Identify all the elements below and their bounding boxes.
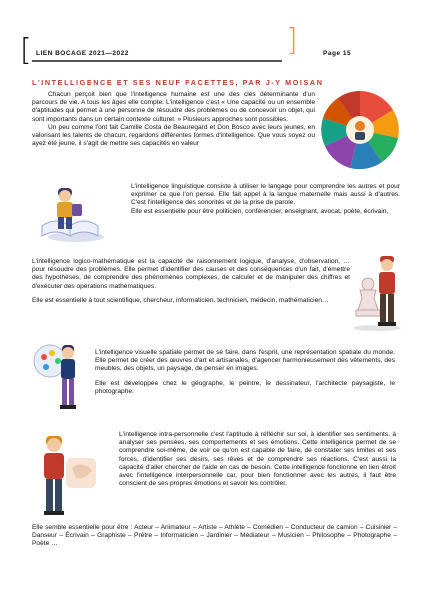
linguistique-paragraph-1: L'intelligence linguistique consiste à utiliser le langage pour comprendre les autres et pour exprimer ce que l'on pense. Elle fait appel à la langue maternelle mais aussi à d'autres. C'est l'intelligence des sonorités et de la prise de parole. xyxy=(131,183,400,207)
intra-text xyxy=(119,431,396,488)
header-journal-name: LIEN BOCAGE 2021—2022 xyxy=(36,50,129,57)
intro-text xyxy=(32,91,315,148)
chess-player-figure xyxy=(350,250,405,332)
linguistique-paragraph-2: Elle est essentielle pour être politicien, conférencier, enseignant, avocat, poète, écrivain, xyxy=(131,207,389,215)
logico-text xyxy=(32,258,350,305)
intra-paragraph-1: L'intelligence intra-personnelle c'est l'aptitude à réfléchir sur soi, à identifier ses sentiments, à analyser ses pensées, ses comportements et ses émotions. Cette intelligence permet de se comprendre soi-même, de voir ce qu'on est capable de faire, de constater ses limites et ses forces, d'identifier ses désirs, ses rêves et de comprendre ses réactions. C'est aussi la capacité d'aller chercher de l'aide en cas de besoin. Cette intelligence fonctionne en lien étroit avec l'intelligence interpersonnelle car, pour bien fonctionner avec les autres, il faut être conscient de ses propres émotions et savoir les contrôler. xyxy=(119,431,396,488)
header-rule xyxy=(32,60,282,62)
header-right-bracket: ] xyxy=(286,23,298,58)
intra-paragraph-2: Elle semble essentielle pour être : Acteur – Animateur – Artiste – Athlète – Comédien – Conducteur de camion – Cuisinier – Danseur – Écrivain – Graphiste – Prêtre – Informaticien – Jardinier – Médiateur – Musicien – Philosophe – Photographe – Poète … xyxy=(32,524,397,548)
header-left-bracket: [ xyxy=(20,33,32,68)
thinking-person-figure xyxy=(28,428,108,523)
reading-student-figure xyxy=(36,182,106,244)
intro-paragraph-1: Chacun perçoit bien que l'intelligence humaine est une des clés déterminante d'un parcours de vie. A tous les âges elle compte. L'intelligence c'est « Une capacité ou un ensemble d'aptitudes qui permet à une personne de résoudre des problèmes ou de concevoir un objet, qui sont importants dans un certain contexte culturel. » Plusieurs approches sont possibles. xyxy=(32,91,315,123)
visuelle-text xyxy=(95,349,395,396)
painter-figure xyxy=(28,339,88,414)
visuelle-paragraph-2: Elle est développée chez le géographe, le peintre, le dessinateur, l'architecte paysagiste, le photographe. xyxy=(95,379,395,395)
intro-paragraph-2: Un peu comme l'ont fait Camille Costa de Beauregard et Don Bosco avec leurs jeunes, en valorisant les talents de chacun, regardons différentes formes d'intelligence. Que vous soyez ou ayez été jeune, il s'agit de mettre ses capacités en valeur xyxy=(32,123,315,148)
logico-paragraph-2: Elle est essentielle à tout scientifique, chercheur, informaticien, technicien, médecin, mathématicien… xyxy=(32,296,329,304)
page-number: Page 15 xyxy=(323,50,352,57)
logico-paragraph-1: L'intelligence logico-mathématique est la capacité de raisonnement logique, d'analyse, d'observation, … pour résoudre des problèmes. Elle permet d'identifier des causes et des conséquences d'un fait, d'émettre des hypothèses, de comprendre des phénomènes complexes, de calculer et de manipuler des chiffres et d'exécuter des opérations mathématiques. xyxy=(32,258,350,290)
intelligences-collage-circle xyxy=(320,90,400,170)
intra-professions-text xyxy=(32,524,397,549)
linguistique-text xyxy=(131,183,400,216)
visuelle-paragraph-1: L'intelligence visuelle spatiale permet de se faire, dans l'esprit, une représentation spatiale du monde. Elle permet de créer des œuvres d'art et artisanales, d'agencer harmonieusement des vêtements, des meubles, des objets, un paysage, de penser en images. xyxy=(95,349,395,373)
article-title: L'INTELLIGENCE ET SES NEUF FACETTES, PAR J-Y MOISAN xyxy=(32,78,324,87)
